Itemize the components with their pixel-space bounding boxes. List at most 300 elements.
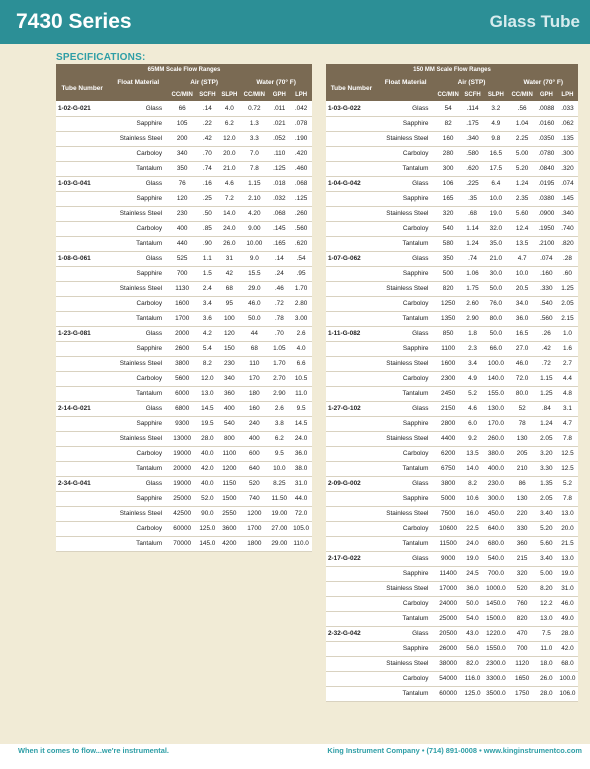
- tube-number-cell: 2-17-G-022: [326, 551, 377, 566]
- air-scfh-cell: .22: [196, 116, 218, 131]
- tube-number-cell: [56, 506, 108, 521]
- air-scfh-cell: 2.60: [462, 296, 483, 311]
- air-slph-cell: 150: [218, 341, 240, 356]
- water-gph-cell: .021: [268, 116, 290, 131]
- float-material-cell: Tantalum: [377, 311, 435, 326]
- water-lph-cell: 42.0: [557, 641, 578, 656]
- air-cc-min-cell: 9000: [434, 551, 461, 566]
- table-row: [326, 566, 578, 581]
- air-header: Air (STP): [434, 76, 508, 89]
- table-row: [326, 236, 578, 251]
- air-cc-min-cell: 340: [168, 146, 196, 161]
- water-lph-cell: 4.7: [557, 416, 578, 431]
- float-material-cell: Carboloy: [108, 296, 168, 311]
- tube-number-cell: 2-14-G-021: [56, 401, 108, 416]
- water-cc-min-cell: 1120: [508, 656, 535, 671]
- table-row: [326, 311, 578, 326]
- air-slph-cell: 4.0: [218, 101, 240, 116]
- air-scfh-cell: 1.75: [462, 281, 483, 296]
- water-lph-cell: .190: [290, 131, 312, 146]
- table-row: [326, 626, 578, 641]
- air-slph-cell: 68: [218, 281, 240, 296]
- table-title-row: [326, 64, 578, 76]
- water-gph-cell: .125: [268, 161, 290, 176]
- unit-header-gph: GPH: [268, 89, 290, 101]
- air-cc-min-cell: 700: [168, 266, 196, 281]
- table-row: [326, 611, 578, 626]
- unit-header-lph: LPH: [290, 89, 312, 101]
- water-lph-cell: 1.70: [290, 281, 312, 296]
- table-row: [326, 416, 578, 431]
- air-scfh-cell: 3.6: [196, 311, 218, 326]
- air-scfh-cell: .340: [462, 131, 483, 146]
- water-cc-min-cell: 9.00: [240, 221, 268, 236]
- table-row: [326, 281, 578, 296]
- tube-number-cell: [56, 521, 108, 536]
- water-gph-cell: .0160: [536, 116, 557, 131]
- flow-range-table: [326, 64, 578, 702]
- water-lph-cell: .074: [557, 176, 578, 191]
- air-slph-cell: 800: [218, 431, 240, 446]
- unit-header-slph: SLPH: [483, 89, 508, 101]
- table-row: [326, 341, 578, 356]
- water-cc-min-cell: 215: [508, 551, 535, 566]
- table-row: [326, 596, 578, 611]
- tube-number-cell: [326, 206, 377, 221]
- air-cc-min-cell: 300: [434, 161, 461, 176]
- water-gph-cell: 8.20: [536, 581, 557, 596]
- water-cc-min-cell: 760: [508, 596, 535, 611]
- water-cc-min-cell: 5.60: [508, 206, 535, 221]
- air-cc-min-cell: 60000: [434, 686, 461, 701]
- table-row: [326, 266, 578, 281]
- water-gph-cell: .0380: [536, 191, 557, 206]
- tube-number-cell: [326, 221, 377, 236]
- table-row: [326, 491, 578, 506]
- air-slph-cell: 3500.0: [483, 686, 508, 701]
- series-title: 7430 Series: [16, 10, 132, 33]
- air-cc-min-cell: 1600: [168, 296, 196, 311]
- water-lph-cell: 4.8: [557, 386, 578, 401]
- tube-number-cell: [326, 671, 377, 686]
- water-gph-cell: 9.5: [268, 446, 290, 461]
- header-bar: [0, 0, 590, 44]
- column-group-row: [326, 76, 578, 89]
- float-material-cell: Sapphire: [108, 116, 168, 131]
- float-material-cell: Carboloy: [108, 371, 168, 386]
- tube-number-cell: [326, 656, 377, 671]
- water-gph-cell: .72: [268, 296, 290, 311]
- water-gph-cell: 11.50: [268, 491, 290, 506]
- air-scfh-cell: 1.06: [462, 266, 483, 281]
- float-material-cell: Sapphire: [108, 491, 168, 506]
- water-gph-cell: .72: [536, 356, 557, 371]
- air-slph-cell: 24.0: [218, 221, 240, 236]
- tube-number-cell: [326, 611, 377, 626]
- water-cc-min-cell: 1200: [240, 506, 268, 521]
- air-cc-min-cell: 440: [168, 236, 196, 251]
- float-material-cell: Sapphire: [377, 566, 435, 581]
- float-material-cell: Glass: [108, 401, 168, 416]
- water-lph-cell: 14.5: [290, 416, 312, 431]
- unit-header-cc-min: CC/MIN: [240, 89, 268, 101]
- air-slph-cell: 230.0: [483, 476, 508, 491]
- air-cc-min-cell: 2150: [434, 401, 461, 416]
- specifications-heading: SPECIFICATIONS:: [56, 52, 146, 63]
- water-cc-min-cell: 5.20: [508, 161, 535, 176]
- water-cc-min-cell: 1.3: [240, 116, 268, 131]
- water-cc-min-cell: 130: [508, 431, 535, 446]
- table-title-row: [56, 64, 312, 76]
- water-cc-min-cell: 34.0: [508, 296, 535, 311]
- table-row: [326, 146, 578, 161]
- water-gph-cell: 28.0: [536, 686, 557, 701]
- tube-number-header: Tube Number: [56, 76, 108, 101]
- air-cc-min-cell: 2600: [168, 341, 196, 356]
- float-material-cell: Stainless Steel: [108, 206, 168, 221]
- float-material-cell: Stainless Steel: [108, 356, 168, 371]
- table-row: [56, 326, 312, 341]
- water-lph-cell: .135: [557, 131, 578, 146]
- air-scfh-cell: 8.2: [462, 476, 483, 491]
- water-gph-cell: .560: [536, 311, 557, 326]
- air-scfh-cell: 22.5: [462, 521, 483, 536]
- water-cc-min-cell: 36.0: [508, 311, 535, 326]
- water-lph-cell: 3.1: [557, 401, 578, 416]
- water-gph-cell: 1.05: [268, 341, 290, 356]
- water-header: Water (70° F): [508, 76, 578, 89]
- air-scfh-cell: 12.0: [196, 371, 218, 386]
- air-slph-cell: 35.0: [483, 236, 508, 251]
- air-scfh-cell: .16: [196, 176, 218, 191]
- water-cc-min-cell: 1.24: [508, 176, 535, 191]
- float-material-cell: Glass: [377, 176, 435, 191]
- tube-number-cell: [326, 506, 377, 521]
- air-scfh-cell: 4.2: [196, 326, 218, 341]
- air-slph-cell: 76.0: [483, 296, 508, 311]
- water-cc-min-cell: 1650: [508, 671, 535, 686]
- table-row: [326, 251, 578, 266]
- air-cc-min-cell: 11400: [434, 566, 461, 581]
- water-gph-cell: .14: [268, 251, 290, 266]
- air-slph-cell: 400: [218, 401, 240, 416]
- air-slph-cell: 380.0: [483, 446, 508, 461]
- tube-number-cell: 1-07-G-062: [326, 251, 377, 266]
- water-gph-cell: 27.00: [268, 521, 290, 536]
- float-material-cell: Carboloy: [377, 671, 435, 686]
- water-lph-cell: 2.7: [557, 356, 578, 371]
- air-scfh-cell: 24.0: [462, 536, 483, 551]
- tube-number-cell: 1-23-G-081: [56, 326, 108, 341]
- float-material-cell: Tantalum: [108, 386, 168, 401]
- air-slph-cell: 1500: [218, 491, 240, 506]
- water-cc-min-cell: 700: [508, 641, 535, 656]
- air-slph-cell: 4.9: [483, 116, 508, 131]
- water-cc-min-cell: 160: [240, 401, 268, 416]
- float-material-cell: Stainless Steel: [377, 131, 435, 146]
- air-scfh-cell: .42: [196, 131, 218, 146]
- water-gph-cell: .052: [268, 131, 290, 146]
- air-slph-cell: 7.2: [218, 191, 240, 206]
- float-material-cell: Carboloy: [377, 296, 435, 311]
- table-row: [326, 386, 578, 401]
- air-scfh-cell: 3.4: [196, 296, 218, 311]
- air-scfh-cell: 3.4: [462, 356, 483, 371]
- unit-header-cc-min: CC/MIN: [168, 89, 196, 101]
- unit-header-slph: SLPH: [218, 89, 240, 101]
- water-lph-cell: .420: [290, 146, 312, 161]
- water-lph-cell: 105.0: [290, 521, 312, 536]
- water-lph-cell: .260: [290, 206, 312, 221]
- water-lph-cell: 4.4: [557, 371, 578, 386]
- water-lph-cell: 44.0: [290, 491, 312, 506]
- air-slph-cell: 260.0: [483, 431, 508, 446]
- water-gph-cell: 2.05: [536, 431, 557, 446]
- water-cc-min-cell: 4.7: [508, 251, 535, 266]
- air-slph-cell: 640.0: [483, 521, 508, 536]
- air-slph-cell: 26.0: [218, 236, 240, 251]
- float-material-cell: Tantalum: [108, 536, 168, 551]
- air-slph-cell: 66.0: [483, 341, 508, 356]
- table-row: [326, 656, 578, 671]
- water-cc-min-cell: 4.20: [240, 206, 268, 221]
- tube-number-cell: [56, 281, 108, 296]
- air-slph-cell: 540.0: [483, 551, 508, 566]
- water-gph-cell: .42: [536, 341, 557, 356]
- water-cc-min-cell: 20.5: [508, 281, 535, 296]
- air-cc-min-cell: 165: [434, 191, 461, 206]
- water-gph-cell: 2.05: [536, 491, 557, 506]
- water-gph-cell: 5.00: [536, 566, 557, 581]
- float-material-cell: Glass: [377, 101, 435, 116]
- table-row: [326, 461, 578, 476]
- air-scfh-cell: 1.24: [462, 236, 483, 251]
- water-lph-cell: 46.0: [557, 596, 578, 611]
- water-cc-min-cell: 86: [508, 476, 535, 491]
- water-lph-cell: 36.0: [290, 446, 312, 461]
- water-lph-cell: .28: [557, 251, 578, 266]
- air-cc-min-cell: 6200: [434, 446, 461, 461]
- float-material-cell: Sapphire: [377, 116, 435, 131]
- tube-number-cell: [326, 521, 377, 536]
- air-slph-cell: 14.0: [218, 206, 240, 221]
- air-scfh-cell: 10.6: [462, 491, 483, 506]
- footer-tagline: When it comes to flow...we're instrumental.: [18, 746, 169, 755]
- air-slph-cell: 700.0: [483, 566, 508, 581]
- water-cc-min-cell: 10.00: [240, 236, 268, 251]
- air-scfh-cell: 19.5: [196, 416, 218, 431]
- water-cc-min-cell: 600: [240, 446, 268, 461]
- tube-number-cell: [326, 356, 377, 371]
- water-lph-cell: 6.6: [290, 356, 312, 371]
- table-row: [56, 101, 312, 116]
- air-slph-cell: 50.0: [483, 281, 508, 296]
- tube-number-cell: [56, 446, 108, 461]
- water-lph-cell: .062: [557, 116, 578, 131]
- water-gph-cell: 11.0: [536, 641, 557, 656]
- table-row: [56, 281, 312, 296]
- water-gph-cell: .70: [268, 326, 290, 341]
- air-scfh-cell: 13.5: [462, 446, 483, 461]
- air-slph-cell: 170.0: [483, 416, 508, 431]
- water-gph-cell: 8.25: [268, 476, 290, 491]
- water-lph-cell: .460: [290, 161, 312, 176]
- tube-number-cell: [326, 416, 377, 431]
- float-material-cell: Tantalum: [108, 461, 168, 476]
- water-gph-cell: 5.20: [536, 521, 557, 536]
- tube-number-cell: 1-08-G-061: [56, 251, 108, 266]
- table-row: [56, 341, 312, 356]
- float-material-cell: Stainless Steel: [108, 506, 168, 521]
- water-lph-cell: 38.0: [290, 461, 312, 476]
- water-gph-cell: .0350: [536, 131, 557, 146]
- water-gph-cell: .018: [268, 176, 290, 191]
- water-gph-cell: 1.15: [536, 371, 557, 386]
- water-gph-cell: 2.6: [268, 401, 290, 416]
- table-row: [56, 236, 312, 251]
- air-scfh-cell: 116.0: [462, 671, 483, 686]
- water-cc-min-cell: 12.4: [508, 221, 535, 236]
- air-scfh-cell: .25: [196, 191, 218, 206]
- water-gph-cell: .110: [268, 146, 290, 161]
- water-cc-min-cell: 50.0: [240, 311, 268, 326]
- air-slph-cell: 20.0: [218, 146, 240, 161]
- air-scfh-cell: 1.5: [196, 266, 218, 281]
- air-cc-min-cell: 20000: [168, 461, 196, 476]
- tube-number-cell: [56, 221, 108, 236]
- table-row: [326, 296, 578, 311]
- air-cc-min-cell: 500: [434, 266, 461, 281]
- water-lph-cell: 4.0: [290, 341, 312, 356]
- water-lph-cell: 68.0: [557, 656, 578, 671]
- air-cc-min-cell: 106: [434, 176, 461, 191]
- unit-header-cc-min: CC/MIN: [508, 89, 535, 101]
- tube-number-cell: [56, 536, 108, 551]
- water-lph-cell: 106.0: [557, 686, 578, 701]
- air-slph-cell: 1450.0: [483, 596, 508, 611]
- water-cc-min-cell: 1750: [508, 686, 535, 701]
- water-lph-cell: 12.5: [557, 461, 578, 476]
- air-slph-cell: 230: [218, 356, 240, 371]
- float-material-cell: Tantalum: [377, 461, 435, 476]
- float-material-cell: Sapphire: [377, 341, 435, 356]
- tube-number-cell: [326, 581, 377, 596]
- float-material-cell: Glass: [108, 251, 168, 266]
- air-scfh-cell: 43.0: [462, 626, 483, 641]
- table-row: [56, 116, 312, 131]
- water-cc-min-cell: 1.15: [240, 176, 268, 191]
- table-row: [56, 416, 312, 431]
- float-material-cell: Sapphire: [108, 191, 168, 206]
- tube-number-cell: [56, 191, 108, 206]
- water-gph-cell: 18.0: [536, 656, 557, 671]
- air-slph-cell: 4.6: [218, 176, 240, 191]
- tube-number-cell: [56, 296, 108, 311]
- water-lph-cell: .60: [557, 266, 578, 281]
- water-gph-cell: 19.00: [268, 506, 290, 521]
- air-scfh-cell: 1.14: [462, 221, 483, 236]
- water-gph-cell: .540: [536, 296, 557, 311]
- water-lph-cell: 1.0: [557, 326, 578, 341]
- water-gph-cell: .074: [536, 251, 557, 266]
- table-row: [56, 461, 312, 476]
- float-material-cell: Stainless Steel: [377, 356, 435, 371]
- air-scfh-cell: .14: [196, 101, 218, 116]
- air-slph-cell: 17.5: [483, 161, 508, 176]
- water-cc-min-cell: 16.5: [508, 326, 535, 341]
- float-material-cell: Sapphire: [377, 416, 435, 431]
- tube-number-cell: [326, 371, 377, 386]
- water-lph-cell: 7.8: [557, 491, 578, 506]
- water-lph-cell: .560: [290, 221, 312, 236]
- water-gph-cell: .160: [536, 266, 557, 281]
- air-slph-cell: 100: [218, 311, 240, 326]
- tube-number-cell: [326, 281, 377, 296]
- water-lph-cell: 24.0: [290, 431, 312, 446]
- tube-number-cell: [326, 386, 377, 401]
- water-cc-min-cell: 0.72: [240, 101, 268, 116]
- table-row: [56, 506, 312, 521]
- water-lph-cell: 3.00: [290, 311, 312, 326]
- air-cc-min-cell: 24000: [434, 596, 461, 611]
- table-row: [56, 221, 312, 236]
- water-gph-cell: .011: [268, 101, 290, 116]
- air-scfh-cell: .175: [462, 116, 483, 131]
- tube-number-cell: [56, 131, 108, 146]
- water-lph-cell: .340: [557, 206, 578, 221]
- air-slph-cell: 21.0: [218, 161, 240, 176]
- air-cc-min-cell: 11500: [434, 536, 461, 551]
- air-scfh-cell: 24.5: [462, 566, 483, 581]
- air-slph-cell: 80.0: [483, 311, 508, 326]
- water-lph-cell: 12.5: [557, 446, 578, 461]
- table-row: [326, 671, 578, 686]
- table-row: [56, 386, 312, 401]
- table-65mm: [56, 64, 312, 552]
- air-cc-min-cell: 1350: [434, 311, 461, 326]
- air-slph-cell: 30.0: [483, 266, 508, 281]
- air-cc-min-cell: 6800: [168, 401, 196, 416]
- water-cc-min-cell: 2.35: [508, 191, 535, 206]
- air-slph-cell: 400.0: [483, 461, 508, 476]
- water-gph-cell: 1.35: [536, 476, 557, 491]
- water-gph-cell: 13.0: [536, 611, 557, 626]
- air-slph-cell: 155.0: [483, 386, 508, 401]
- tube-number-cell: [326, 596, 377, 611]
- air-cc-min-cell: 13000: [168, 431, 196, 446]
- air-scfh-cell: 50.0: [462, 596, 483, 611]
- air-scfh-cell: 16.0: [462, 506, 483, 521]
- water-lph-cell: .95: [290, 266, 312, 281]
- air-header: Air (STP): [168, 76, 240, 89]
- water-gph-cell: .46: [268, 281, 290, 296]
- tube-number-cell: [326, 236, 377, 251]
- air-slph-cell: 360: [218, 386, 240, 401]
- water-lph-cell: .620: [290, 236, 312, 251]
- table-row: [326, 431, 578, 446]
- table-row: [56, 401, 312, 416]
- air-slph-cell: 1500.0: [483, 611, 508, 626]
- water-cc-min-cell: 2.25: [508, 131, 535, 146]
- air-cc-min-cell: 350: [434, 251, 461, 266]
- table-row: [56, 371, 312, 386]
- table-row: [326, 551, 578, 566]
- air-scfh-cell: .620: [462, 161, 483, 176]
- table-row: [56, 296, 312, 311]
- air-scfh-cell: .35: [462, 191, 483, 206]
- float-material-cell: Stainless Steel: [377, 206, 435, 221]
- water-gph-cell: 2.90: [268, 386, 290, 401]
